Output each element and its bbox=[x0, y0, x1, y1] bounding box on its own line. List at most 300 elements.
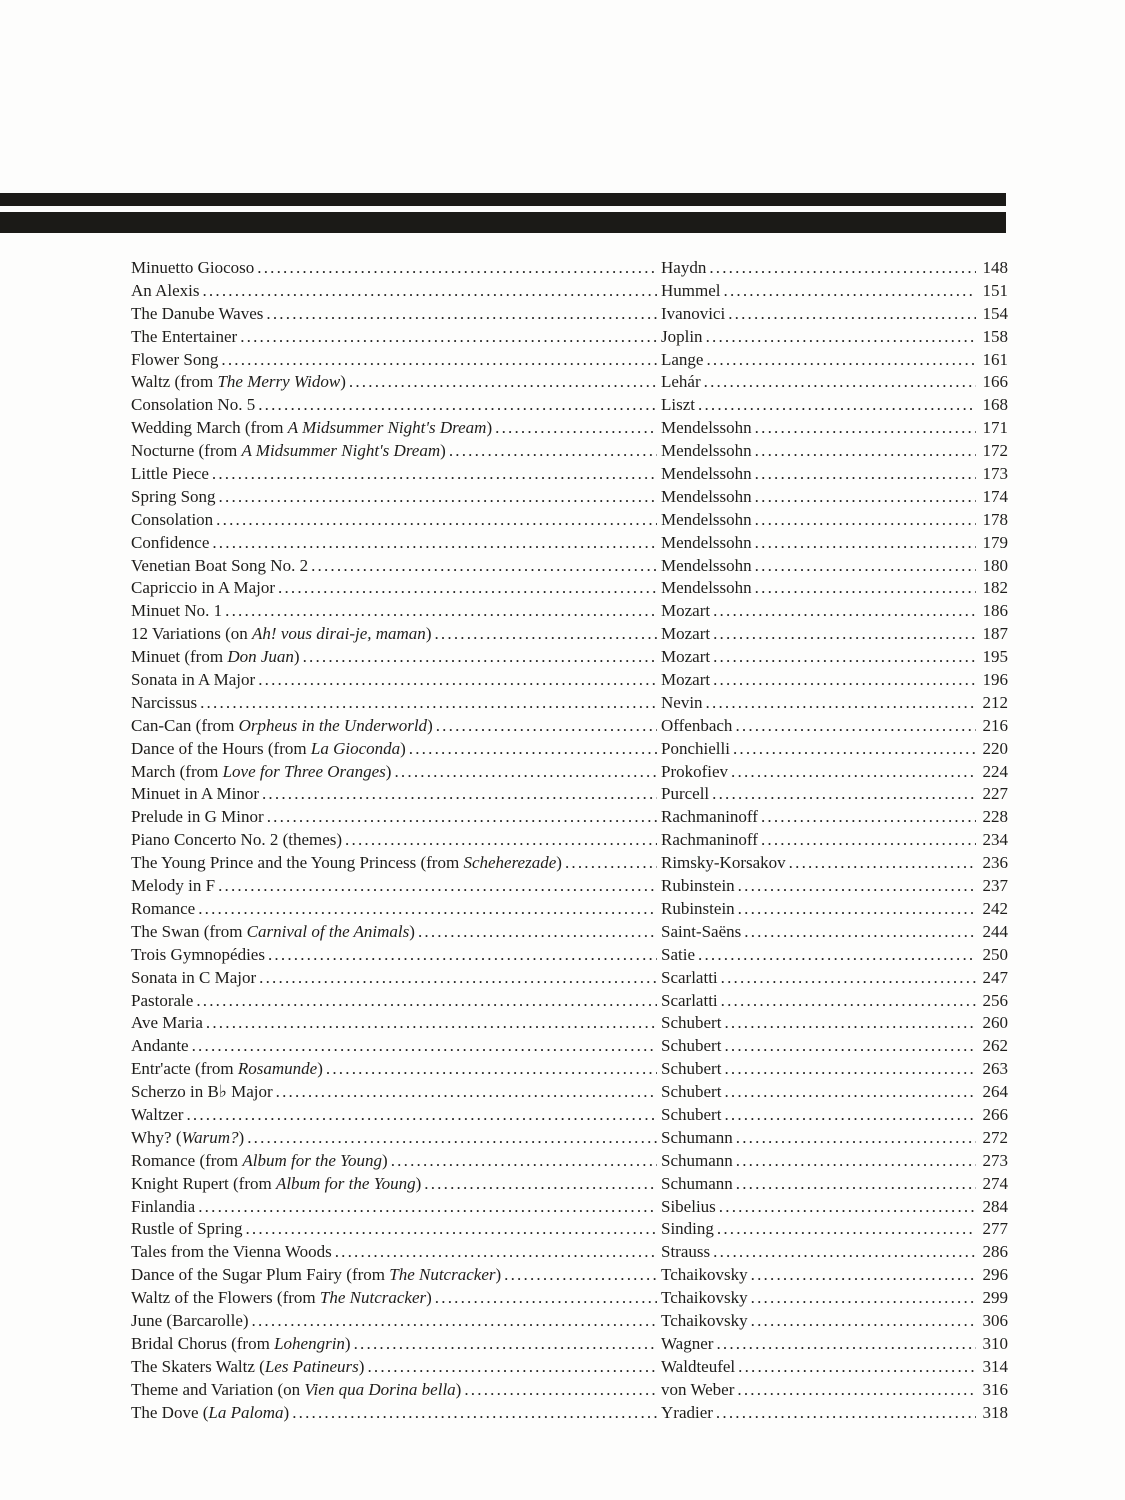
toc-entry bbox=[131, 876, 1008, 899]
dot-leader bbox=[719, 1197, 976, 1217]
toc-entry-composer: Mendelssohn bbox=[661, 578, 752, 598]
toc-entry-page-number: 173 bbox=[982, 464, 1008, 484]
toc-entry-composer-cell bbox=[661, 464, 1008, 484]
toc-entry bbox=[131, 510, 1008, 533]
dot-leader bbox=[434, 624, 657, 644]
dot-leader bbox=[196, 991, 657, 1011]
toc-entry-title-cell bbox=[131, 1242, 661, 1262]
dot-leader bbox=[721, 968, 976, 988]
toc-entry-page-number: 171 bbox=[982, 418, 1008, 438]
toc-entry-page-number: 227 bbox=[982, 784, 1008, 804]
toc-entry-page-number: 250 bbox=[982, 944, 1008, 964]
toc-entry bbox=[131, 853, 1008, 876]
toc-entry-title: Little Piece bbox=[131, 464, 209, 484]
toc-entry-composer-cell bbox=[661, 945, 1008, 965]
toc-entry-title-cell bbox=[131, 876, 661, 896]
toc-entry-title: Scherzo in B♭ Major bbox=[131, 1082, 273, 1102]
toc-entry-composer-cell bbox=[661, 1059, 1008, 1079]
toc-entry bbox=[131, 1403, 1008, 1426]
toc-entry-title: Melody in F bbox=[131, 876, 216, 896]
dot-leader bbox=[706, 350, 976, 370]
toc-entry-title: Ave Maria bbox=[131, 1013, 203, 1033]
dot-leader bbox=[744, 922, 976, 942]
dot-leader bbox=[721, 991, 976, 1011]
toc-entry-page-number: 260 bbox=[982, 1013, 1008, 1033]
toc-entry-page-number: 272 bbox=[982, 1127, 1008, 1147]
toc-entry-title-cell bbox=[131, 441, 661, 461]
toc-entry bbox=[131, 807, 1008, 830]
toc-entry-composer: Purcell bbox=[661, 784, 710, 804]
toc-list bbox=[131, 258, 1008, 1425]
dot-leader bbox=[713, 670, 976, 690]
toc-entry-page-number: 299 bbox=[982, 1288, 1008, 1308]
toc-entry-composer-cell bbox=[661, 784, 1008, 804]
toc-entry bbox=[131, 1380, 1008, 1403]
toc-entry-page-number: 296 bbox=[982, 1265, 1008, 1285]
toc-entry-title: The Entertainer bbox=[131, 326, 238, 346]
toc-entry bbox=[131, 922, 1008, 945]
toc-entry-page-number: 256 bbox=[982, 990, 1008, 1010]
dot-leader bbox=[257, 258, 657, 278]
toc-entry-composer: Sibelius bbox=[661, 1196, 716, 1216]
toc-entry-title-cell bbox=[131, 922, 661, 942]
dot-leader bbox=[713, 647, 976, 667]
toc-entry-title: The Swan (from Carnival of the Animals) bbox=[131, 921, 415, 941]
toc-entry-page-number: 182 bbox=[982, 578, 1008, 598]
toc-entry bbox=[131, 1013, 1008, 1036]
toc-entry-composer: Mendelssohn bbox=[661, 486, 752, 506]
toc-entry bbox=[131, 1334, 1008, 1357]
dot-leader bbox=[245, 1219, 657, 1239]
toc-entry-page-number: 172 bbox=[982, 441, 1008, 461]
toc-entry bbox=[131, 418, 1008, 441]
dot-leader bbox=[349, 372, 657, 392]
dot-leader bbox=[495, 418, 657, 438]
toc-entry-composer: Schubert bbox=[661, 1104, 722, 1124]
toc-entry-title: Romance bbox=[131, 898, 196, 918]
toc-entry-title-cell bbox=[131, 807, 661, 827]
toc-entry-title: The Dove (La Paloma) bbox=[131, 1402, 290, 1422]
toc-entry-page-number: 174 bbox=[982, 486, 1008, 506]
toc-entry-composer: Ivanovici bbox=[661, 303, 726, 323]
toc-entry-composer: Saint-Saëns bbox=[661, 921, 742, 941]
toc-entry-composer: Tchaikovsky bbox=[661, 1288, 748, 1308]
toc-entry-composer-cell bbox=[661, 1288, 1008, 1308]
toc-entry-title: Minuet No. 1 bbox=[131, 601, 223, 621]
dot-leader bbox=[267, 807, 657, 827]
toc-entry-page-number: 273 bbox=[982, 1150, 1008, 1170]
toc-entry-composer: Strauss bbox=[661, 1242, 711, 1262]
toc-entry-composer-cell bbox=[661, 762, 1008, 782]
toc-entry-title: Capriccio in A Major bbox=[131, 578, 276, 598]
toc-entry-page-number: 168 bbox=[982, 395, 1008, 415]
toc-entry-composer: Prokofiev bbox=[661, 761, 729, 781]
toc-entry bbox=[131, 762, 1008, 785]
toc-entry-composer-cell bbox=[661, 1219, 1008, 1239]
toc-entry bbox=[131, 350, 1008, 373]
toc-entry-composer-cell bbox=[661, 258, 1008, 278]
toc-entry-composer: Wagner bbox=[661, 1333, 714, 1353]
toc-entry-title-cell bbox=[131, 693, 661, 713]
toc-entry-title-cell bbox=[131, 1219, 661, 1239]
dot-leader bbox=[240, 327, 657, 347]
toc-entry-page-number: 234 bbox=[982, 830, 1008, 850]
toc-entry-page-number: 237 bbox=[982, 876, 1008, 896]
toc-entry-composer-cell bbox=[661, 693, 1008, 713]
toc-entry-title: Waltz (from The Merry Widow) bbox=[131, 372, 346, 392]
toc-entry-page-number: 264 bbox=[982, 1082, 1008, 1102]
dot-leader bbox=[200, 693, 657, 713]
toc-entry-title-cell bbox=[131, 1403, 661, 1423]
toc-entry-title-cell bbox=[131, 1265, 661, 1285]
toc-entry-composer: Waldteufel bbox=[661, 1356, 736, 1376]
dot-leader bbox=[464, 1380, 657, 1400]
dot-leader bbox=[716, 1403, 976, 1423]
toc-entry-page-number: 284 bbox=[982, 1196, 1008, 1216]
dot-leader bbox=[724, 1082, 976, 1102]
toc-entry-composer: Rachmaninoff bbox=[661, 807, 758, 827]
dot-leader bbox=[335, 1242, 657, 1262]
toc-entry-composer: Schumann bbox=[661, 1127, 733, 1147]
toc-entry bbox=[131, 1105, 1008, 1128]
toc-entry-composer-cell bbox=[661, 1265, 1008, 1285]
toc-entry-composer: Mozart bbox=[661, 670, 711, 690]
toc-entry-title-cell bbox=[131, 464, 661, 484]
toc-entry-title-cell bbox=[131, 1197, 661, 1217]
toc-entry-title-cell bbox=[131, 578, 661, 598]
dot-leader bbox=[252, 1311, 657, 1331]
toc-entry-title: The Young Prince and the Young Princess (from Scheherezade) bbox=[131, 853, 562, 873]
toc-entry-composer-cell bbox=[661, 327, 1008, 347]
toc-entry-title: Why? (Warum?) bbox=[131, 1127, 245, 1147]
toc-entry-composer-cell bbox=[661, 510, 1008, 530]
dot-leader bbox=[712, 784, 976, 804]
toc-entry-composer-cell bbox=[661, 1311, 1008, 1331]
toc-entry-title: The Danube Waves bbox=[131, 303, 264, 323]
toc-entry bbox=[131, 1174, 1008, 1197]
toc-entry-title-cell bbox=[131, 1380, 661, 1400]
toc-entry-title-cell bbox=[131, 304, 661, 324]
top-rule-thick bbox=[0, 212, 1006, 233]
toc-entry bbox=[131, 1059, 1008, 1082]
dot-leader bbox=[268, 945, 657, 965]
toc-entry-title: Trois Gymnopédies bbox=[131, 944, 265, 964]
toc-entry-title-cell bbox=[131, 1105, 661, 1125]
toc-entry-composer-cell bbox=[661, 624, 1008, 644]
dot-leader bbox=[724, 281, 977, 301]
toc-entry-page-number: 318 bbox=[982, 1402, 1008, 1422]
toc-entry-composer: Mozart bbox=[661, 624, 711, 644]
toc-entry-title-cell bbox=[131, 281, 661, 301]
dot-leader bbox=[716, 1334, 976, 1354]
dot-leader bbox=[198, 899, 657, 919]
toc-entry-title-cell bbox=[131, 418, 661, 438]
toc-entry-composer: Mozart bbox=[661, 647, 711, 667]
toc-entry-page-number: 151 bbox=[982, 280, 1008, 300]
dot-leader bbox=[755, 556, 976, 576]
toc-entry-composer-cell bbox=[661, 647, 1008, 667]
dot-leader bbox=[713, 1242, 976, 1262]
toc-entry-composer-cell bbox=[661, 876, 1008, 896]
toc-entry bbox=[131, 464, 1008, 487]
dot-leader bbox=[738, 899, 976, 919]
toc-entry bbox=[131, 1197, 1008, 1220]
toc-entry-title-cell bbox=[131, 556, 661, 576]
toc-entry bbox=[131, 1082, 1008, 1105]
toc-entry-title: Waltz of the Flowers (from The Nutcracker) bbox=[131, 1288, 432, 1308]
toc-entry-title-cell bbox=[131, 487, 661, 507]
toc-entry-page-number: 247 bbox=[982, 967, 1008, 987]
toc-entry bbox=[131, 1357, 1008, 1380]
toc-entry-title-cell bbox=[131, 533, 661, 553]
dot-leader bbox=[736, 1174, 976, 1194]
toc-entry-composer-cell bbox=[661, 1197, 1008, 1217]
toc-entry-title: Nocturne (from A Midsummer Night's Dream) bbox=[131, 441, 446, 461]
toc-entry-composer: Schubert bbox=[661, 1013, 722, 1033]
toc-entry-title-cell bbox=[131, 670, 661, 690]
dot-leader bbox=[733, 739, 976, 759]
toc-entry-page-number: 266 bbox=[982, 1104, 1008, 1124]
toc-entry-composer-cell bbox=[661, 281, 1008, 301]
toc-entry-composer-cell bbox=[661, 1036, 1008, 1056]
toc-entry-title-cell bbox=[131, 372, 661, 392]
toc-entry-composer-cell bbox=[661, 968, 1008, 988]
toc-entry bbox=[131, 1311, 1008, 1334]
toc-entry-composer: Mendelssohn bbox=[661, 532, 752, 552]
dot-leader bbox=[724, 1105, 976, 1125]
toc-entry-page-number: 224 bbox=[982, 761, 1008, 781]
dot-leader bbox=[266, 304, 657, 324]
toc-entry bbox=[131, 899, 1008, 922]
toc-entry bbox=[131, 945, 1008, 968]
toc-entry bbox=[131, 601, 1008, 624]
toc-entry-composer: Mendelssohn bbox=[661, 509, 752, 529]
toc-entry-page-number: 196 bbox=[982, 670, 1008, 690]
toc-entry-page-number: 262 bbox=[982, 1036, 1008, 1056]
toc-entry-title-cell bbox=[131, 395, 661, 415]
dot-leader bbox=[717, 1219, 976, 1239]
toc-entry-composer: Tchaikovsky bbox=[661, 1310, 748, 1330]
toc-entry-title: Entr'acte (from Rosamunde) bbox=[131, 1059, 323, 1079]
toc-entry-title: Rustle of Spring bbox=[131, 1219, 243, 1239]
dot-leader bbox=[202, 281, 657, 301]
dot-leader bbox=[709, 258, 976, 278]
toc-entry-page-number: 220 bbox=[982, 738, 1008, 758]
dot-leader bbox=[247, 1128, 657, 1148]
toc-entry-composer: Sinding bbox=[661, 1219, 714, 1239]
toc-entry-page-number: 310 bbox=[982, 1333, 1008, 1353]
toc-entry-composer: Hummel bbox=[661, 280, 721, 300]
toc-entry-title: Sonata in A Major bbox=[131, 670, 256, 690]
dot-leader bbox=[724, 1036, 976, 1056]
dot-leader bbox=[212, 533, 657, 553]
dot-leader bbox=[735, 716, 976, 736]
toc-entry-page-number: 274 bbox=[982, 1173, 1008, 1193]
dot-leader bbox=[367, 1357, 657, 1377]
toc-entry-composer-cell bbox=[661, 922, 1008, 942]
toc-entry-composer: Offenbach bbox=[661, 715, 733, 735]
toc-entry-page-number: 314 bbox=[982, 1356, 1008, 1376]
dot-leader bbox=[409, 739, 657, 759]
toc-entry-composer: Mendelssohn bbox=[661, 555, 752, 575]
toc-entry-page-number: 212 bbox=[982, 692, 1008, 712]
toc-entry-title-cell bbox=[131, 258, 661, 278]
toc-entry-page-number: 277 bbox=[982, 1219, 1008, 1239]
toc-entry-composer: Schumann bbox=[661, 1150, 733, 1170]
toc-entry-composer: Schubert bbox=[661, 1082, 722, 1102]
toc-entry bbox=[131, 304, 1008, 327]
toc-entry-title: June (Barcarolle) bbox=[131, 1310, 249, 1330]
toc-entry bbox=[131, 578, 1008, 601]
toc-entry-title: The Skaters Waltz (Les Patineurs) bbox=[131, 1356, 365, 1376]
dot-leader bbox=[751, 1265, 976, 1285]
toc-entry-composer-cell bbox=[661, 991, 1008, 1011]
dot-leader bbox=[755, 533, 976, 553]
dot-leader bbox=[706, 327, 976, 347]
toc-entry-title: Bridal Chorus (from Lohengrin) bbox=[131, 1333, 351, 1353]
toc-entry-composer: Nevin bbox=[661, 692, 703, 712]
toc-entry-composer-cell bbox=[661, 670, 1008, 690]
toc-entry-page-number: 179 bbox=[982, 532, 1008, 552]
toc-entry bbox=[131, 739, 1008, 762]
toc-entry-page-number: 180 bbox=[982, 555, 1008, 575]
toc-entry bbox=[131, 1128, 1008, 1151]
toc-entry-title: Andante bbox=[131, 1036, 189, 1056]
toc-entry-title: Minuet in A Minor bbox=[131, 784, 259, 804]
dot-leader bbox=[737, 1380, 976, 1400]
toc-entry-composer: Scarlatti bbox=[661, 990, 718, 1010]
dot-leader bbox=[706, 693, 976, 713]
toc-entry-title-cell bbox=[131, 1013, 661, 1033]
toc-entry-title: Consolation No. 5 bbox=[131, 395, 256, 415]
dot-leader bbox=[436, 716, 657, 736]
toc-entry-composer-cell bbox=[661, 1151, 1008, 1171]
toc-entry bbox=[131, 716, 1008, 739]
dot-leader bbox=[303, 647, 657, 667]
toc-entry bbox=[131, 693, 1008, 716]
toc-entry-title-cell bbox=[131, 1151, 661, 1171]
toc-entry-composer-cell bbox=[661, 372, 1008, 392]
toc-entry bbox=[131, 1151, 1008, 1174]
toc-entry-title-cell bbox=[131, 510, 661, 530]
toc-entry-title: Minuet (from Don Juan) bbox=[131, 647, 300, 667]
toc-entry-composer: Haydn bbox=[661, 258, 707, 277]
dot-leader bbox=[219, 487, 657, 507]
dot-leader bbox=[704, 372, 976, 392]
toc-entry bbox=[131, 487, 1008, 510]
dot-leader bbox=[751, 1288, 976, 1308]
toc-entry bbox=[131, 991, 1008, 1014]
dot-leader bbox=[218, 876, 657, 896]
toc-entry-composer: von Weber bbox=[661, 1379, 735, 1399]
toc-entry bbox=[131, 1265, 1008, 1288]
dot-leader bbox=[258, 395, 657, 415]
dot-leader bbox=[198, 1197, 657, 1217]
toc-entry-title: Wedding March (from A Midsummer Night's Dream) bbox=[131, 418, 493, 438]
dot-leader bbox=[755, 578, 976, 598]
toc-entry-page-number: 195 bbox=[982, 647, 1008, 667]
toc-entry-composer: Tchaikovsky bbox=[661, 1265, 748, 1285]
toc-entry-page-number: 263 bbox=[982, 1059, 1008, 1079]
toc-entry-page-number: 216 bbox=[982, 715, 1008, 735]
toc-entry-page-number: 242 bbox=[982, 898, 1008, 918]
toc-entry-title: March (from Love for Three Oranges) bbox=[131, 761, 392, 781]
toc-entry-composer-cell bbox=[661, 1082, 1008, 1102]
toc-entry-composer-cell bbox=[661, 1334, 1008, 1354]
dot-leader bbox=[755, 510, 976, 530]
toc-entry-title: Waltzer bbox=[131, 1104, 184, 1124]
toc-entry-composer-cell bbox=[661, 716, 1008, 736]
dot-leader bbox=[225, 601, 657, 621]
toc-entry-page-number: 161 bbox=[982, 349, 1008, 369]
toc-entry-title: Spring Song bbox=[131, 486, 216, 506]
toc-entry-title: Dance of the Sugar Plum Fairy (from The Nutcracker) bbox=[131, 1265, 502, 1285]
toc-entry bbox=[131, 1219, 1008, 1242]
dot-leader bbox=[206, 1013, 657, 1033]
toc-entry-composer-cell bbox=[661, 1174, 1008, 1194]
toc-entry-title: Pastorale bbox=[131, 990, 194, 1010]
toc-entry-composer-cell bbox=[661, 418, 1008, 438]
dot-leader bbox=[262, 784, 657, 804]
toc-entry-composer-cell bbox=[661, 807, 1008, 827]
toc-entry-title-cell bbox=[131, 350, 661, 370]
toc-entry-composer: Schubert bbox=[661, 1059, 722, 1079]
toc-entry-composer-cell bbox=[661, 556, 1008, 576]
dot-leader bbox=[761, 830, 976, 850]
toc-entry-composer: Satie bbox=[661, 944, 695, 964]
toc-entry-title: Prelude in G Minor bbox=[131, 807, 264, 827]
toc-entry-title: Sonata in C Major bbox=[131, 967, 257, 987]
dot-leader bbox=[258, 670, 657, 690]
toc-entry-title: Consolation bbox=[131, 509, 214, 529]
toc-entry-composer: Scarlatti bbox=[661, 967, 718, 987]
dot-leader bbox=[354, 1334, 657, 1354]
toc-entry-composer: Lehár bbox=[661, 372, 701, 392]
toc-entry-page-number: 244 bbox=[982, 921, 1008, 941]
dot-leader bbox=[276, 1082, 657, 1102]
toc-entry-title-cell bbox=[131, 1082, 661, 1102]
toc-entry-title-cell bbox=[131, 1288, 661, 1308]
dot-leader bbox=[278, 578, 657, 598]
toc-entry-title-cell bbox=[131, 739, 661, 759]
toc-entry-composer: Mozart bbox=[661, 601, 711, 621]
dot-leader bbox=[216, 510, 657, 530]
dot-leader bbox=[345, 830, 657, 850]
toc-entry-composer: Rubinstein bbox=[661, 876, 735, 896]
toc-entry bbox=[131, 968, 1008, 991]
toc-entry-title-cell bbox=[131, 784, 661, 804]
toc-entry bbox=[131, 441, 1008, 464]
toc-entry-composer-cell bbox=[661, 1105, 1008, 1125]
toc-entry-title-cell bbox=[131, 945, 661, 965]
toc-entry-title-cell bbox=[131, 899, 661, 919]
toc-entry-title-cell bbox=[131, 327, 661, 347]
dot-leader bbox=[221, 350, 657, 370]
toc-entry-title: Flower Song bbox=[131, 349, 219, 369]
toc-entry-title: Minuetto Giocoso bbox=[131, 258, 255, 277]
toc-entry-page-number: 178 bbox=[982, 509, 1008, 529]
dot-leader bbox=[698, 945, 976, 965]
toc-entry-title-cell bbox=[131, 762, 661, 782]
toc-entry-composer: Rachmaninoff bbox=[661, 830, 758, 850]
toc-entry bbox=[131, 830, 1008, 853]
toc-entry-composer: Schumann bbox=[661, 1173, 733, 1193]
toc-entry-title-cell bbox=[131, 1128, 661, 1148]
toc-entry-title: Can-Can (from Orpheus in the Underworld) bbox=[131, 715, 433, 735]
toc-entry-page-number: 158 bbox=[982, 326, 1008, 346]
dot-leader bbox=[212, 464, 657, 484]
dot-leader bbox=[736, 1151, 976, 1171]
